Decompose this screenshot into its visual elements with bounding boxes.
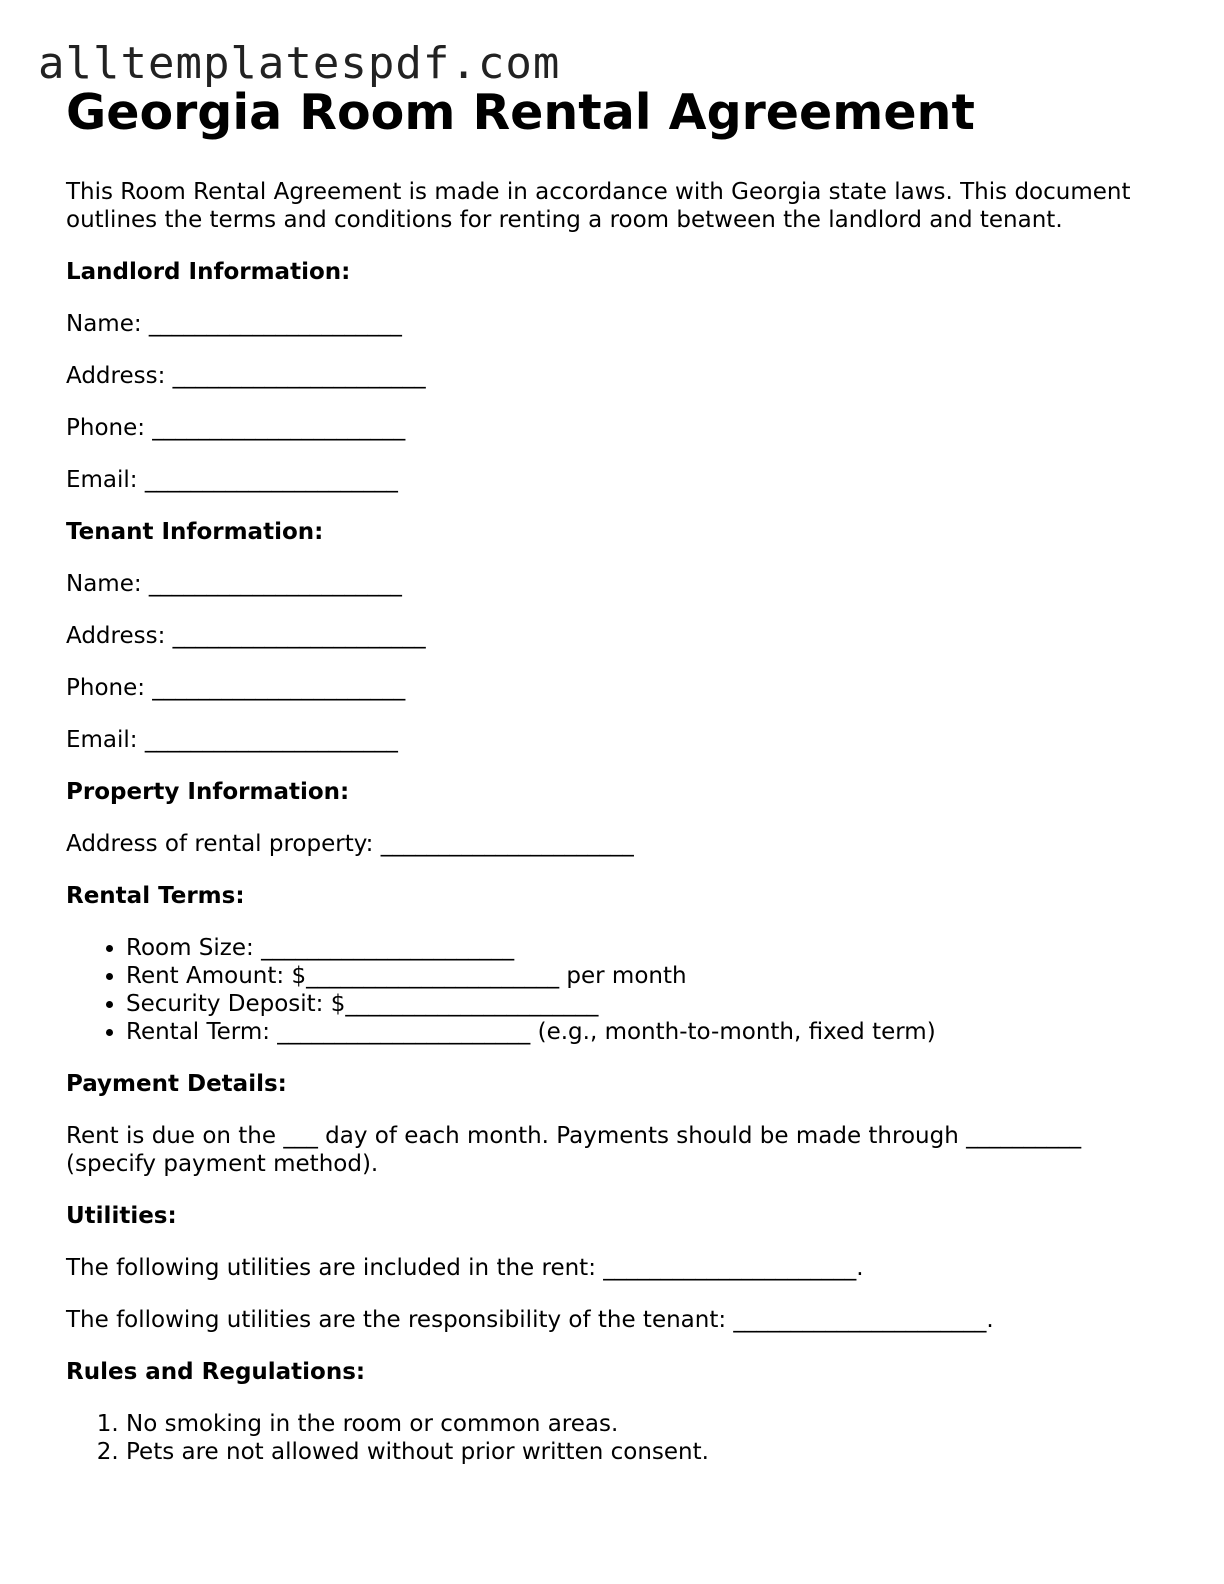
property-address-field[interactable]: Address of rental property: ______________________ <box>66 831 634 857</box>
landlord-address-field[interactable]: Address: ______________________ <box>66 363 426 389</box>
tenant-name-field[interactable]: Name: ______________________ <box>66 571 402 597</box>
rental-terms-list <box>66 934 1166 1046</box>
tenant-address-field[interactable]: Address: ______________________ <box>66 623 426 649</box>
payment-details-text[interactable]: Rent is due on the ___ day of each month. Payments should be made through __________ (specify payment method). <box>66 1123 1082 1177</box>
rental-term-room-size[interactable]: • Room Size: ______________________ <box>126 934 1166 962</box>
property-heading: Property Information: <box>66 779 350 805</box>
rule-item: 1. No smoking in the room or common areas. <box>126 1410 1166 1438</box>
landlord-phone-field[interactable]: Phone: ______________________ <box>66 415 406 441</box>
rental-term-duration[interactable]: • Rental Term: ______________________ (e.g., month-to-month, fixed term) <box>126 1018 1166 1046</box>
utilities-tenant-field[interactable]: The following utilities are the responsibility of the tenant: ______________________. <box>66 1307 994 1333</box>
tenant-heading: Tenant Information: <box>66 519 324 545</box>
site-watermark: alltemplatespdf.com <box>38 38 561 89</box>
rental-terms-heading: Rental Terms: <box>66 883 245 909</box>
rules-heading: Rules and Regulations: <box>66 1359 366 1385</box>
rules-list <box>66 1410 1166 1466</box>
landlord-email-field[interactable]: Email: ______________________ <box>66 467 398 493</box>
tenant-phone-field[interactable]: Phone: ______________________ <box>66 675 406 701</box>
payment-heading: Payment Details: <box>66 1071 287 1097</box>
page-title: Georgia Room Rental Agreement <box>66 84 975 141</box>
rental-term-rent-amount[interactable]: • Rent Amount: $______________________ per month <box>126 962 1166 990</box>
landlord-name-field[interactable]: Name: ______________________ <box>66 311 402 337</box>
rule-item: 2. Pets are not allowed without prior written consent. <box>126 1438 1166 1466</box>
tenant-email-field[interactable]: Email: ______________________ <box>66 727 398 753</box>
utilities-heading: Utilities: <box>66 1203 177 1229</box>
landlord-heading: Landlord Information: <box>66 259 351 285</box>
utilities-included-field[interactable]: The following utilities are included in the rent: ______________________. <box>66 1255 864 1281</box>
document-body <box>66 82 1166 1490</box>
intro-paragraph: This Room Rental Agreement is made in accordance with Georgia state laws. This document outlines the terms and conditions for renting a room between the landlord and tenant. <box>66 179 1131 233</box>
rental-term-security-deposit[interactable]: • Security Deposit: $______________________ <box>126 990 1166 1018</box>
